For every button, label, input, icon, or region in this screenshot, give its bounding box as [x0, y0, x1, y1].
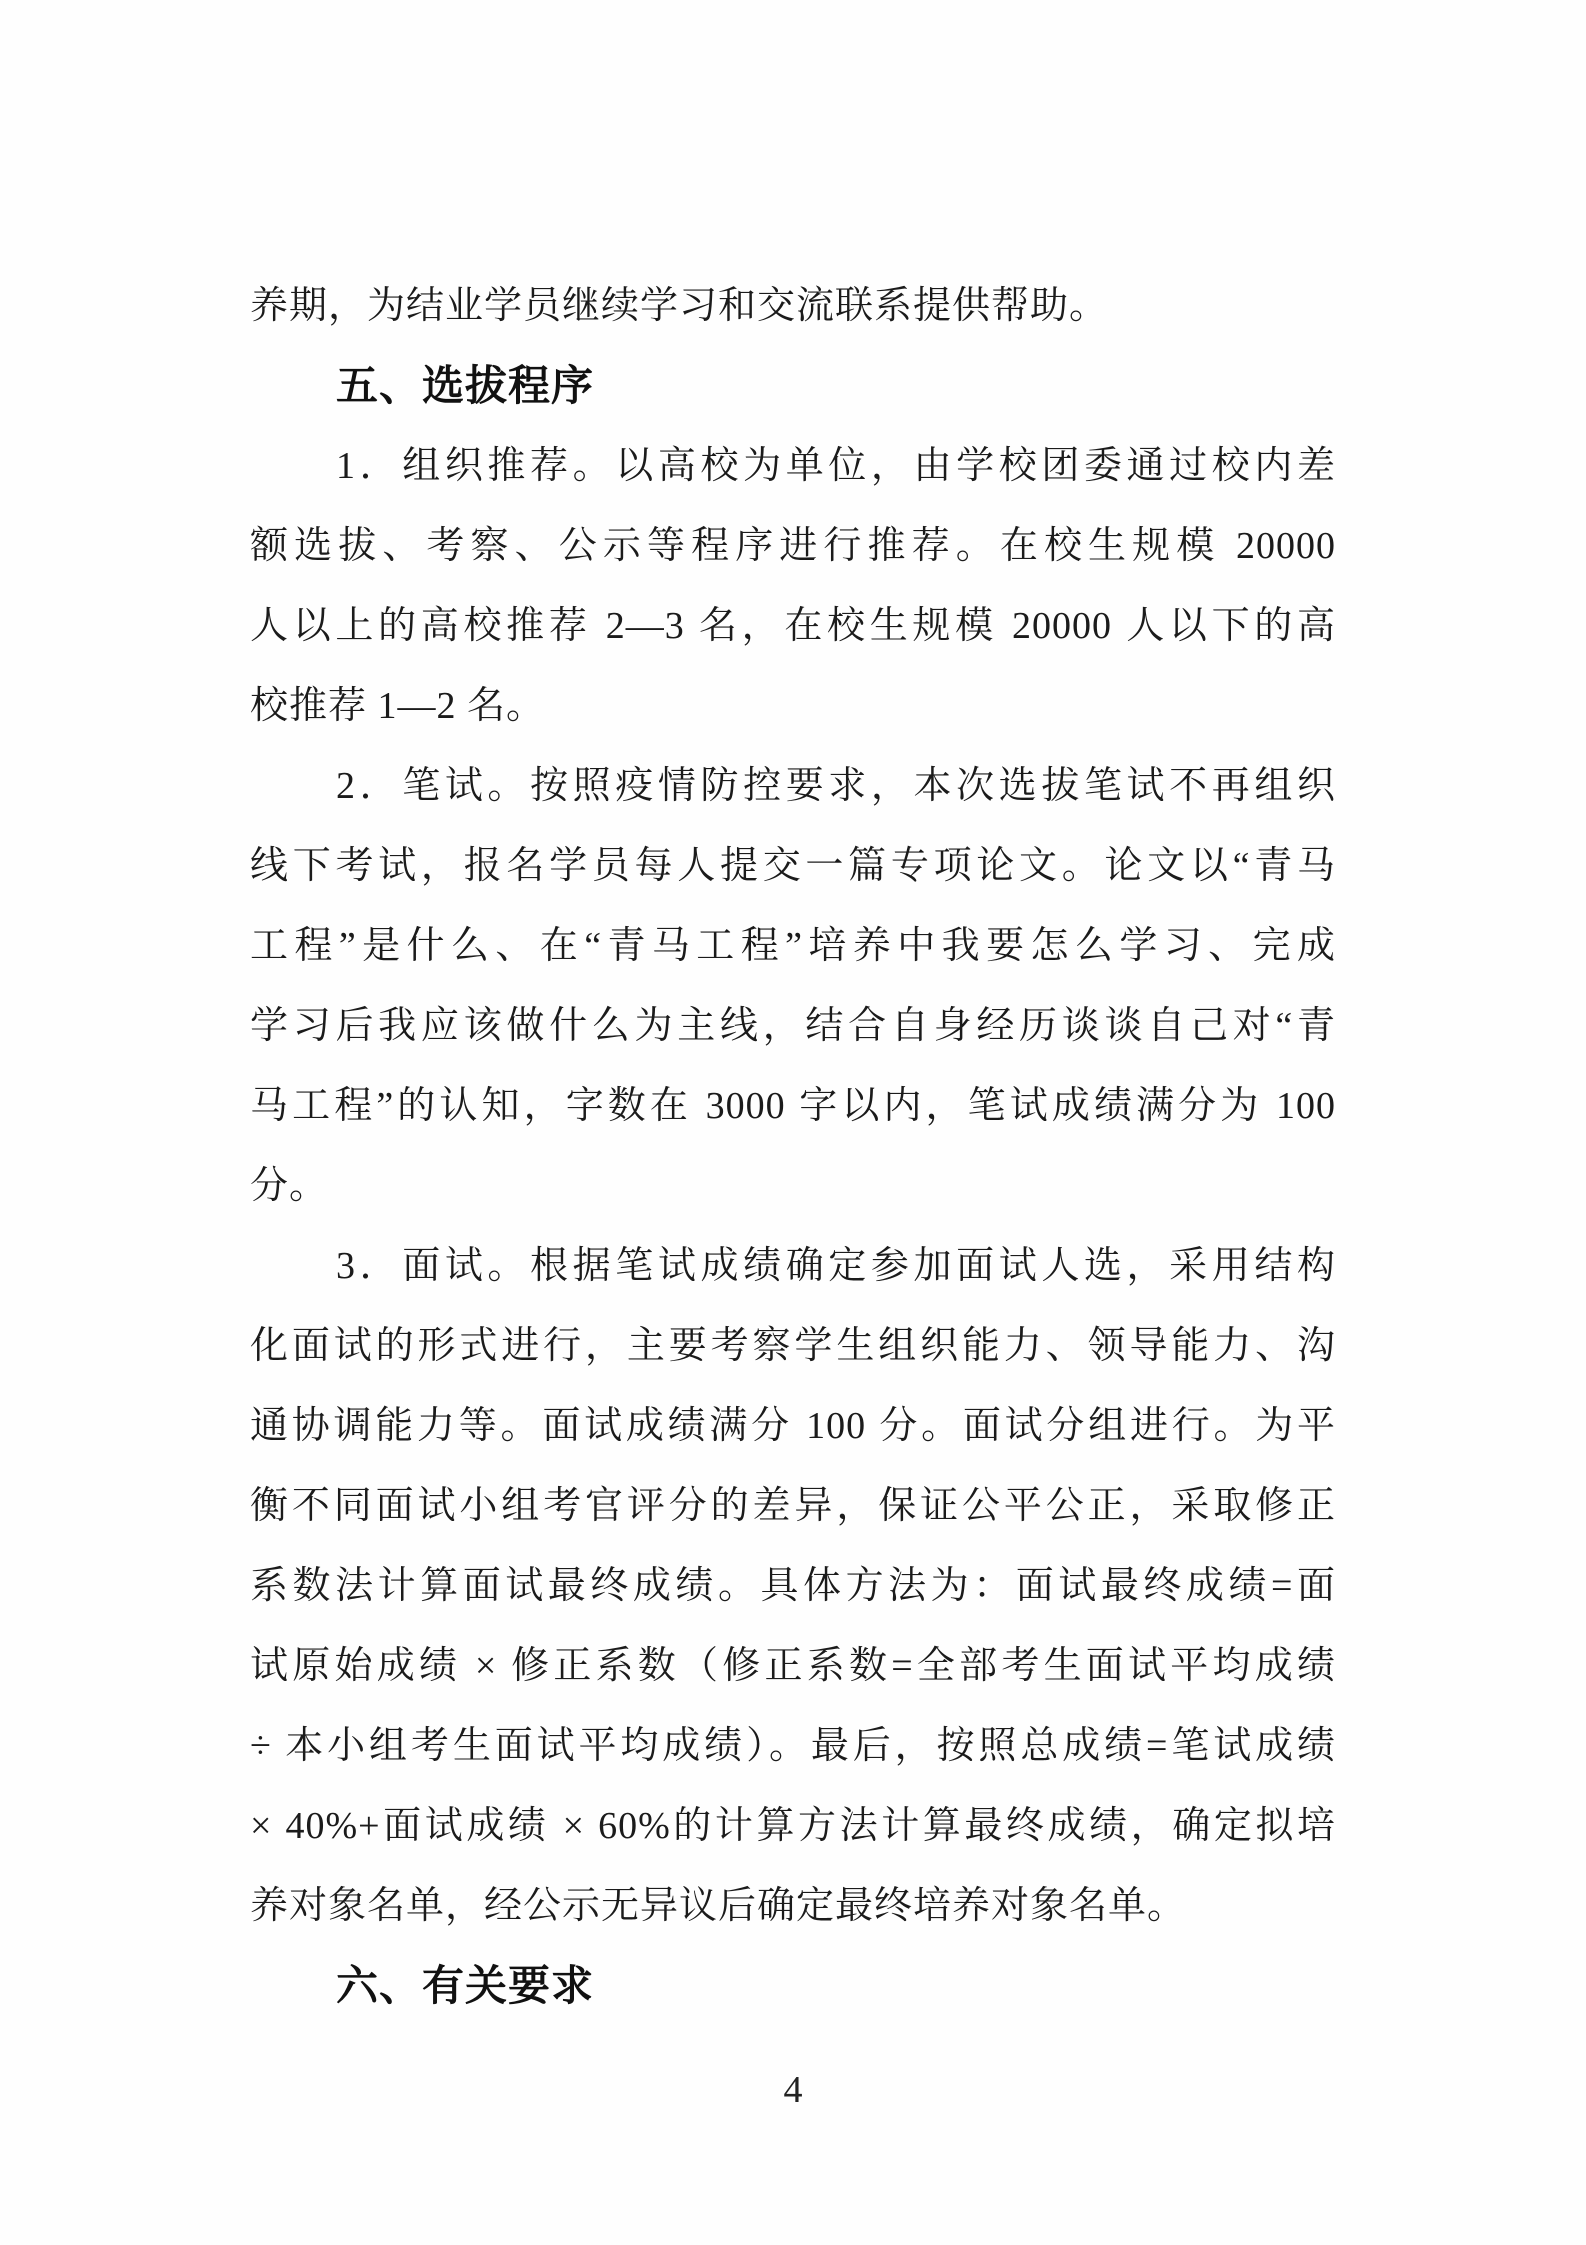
text-line: 养对象名单，经公示无异议后确定最终培养对象名单。: [250, 1885, 1187, 1927]
text-line: 系数法计算面试最终成绩。具体方法为：面试最终成绩=面: [250, 1565, 1336, 1607]
section-heading: 五、选拔程序: [336, 362, 595, 409]
text-line: 线下考试，报名学员每人提交一篇专项论文。论文以“青马: [250, 845, 1336, 887]
text-line: 通协调能力等。面试成绩满分 100 分。面试分组进行。为平: [250, 1405, 1336, 1447]
text-line: 衡不同面试小组考官评分的差异，保证公平公正，采取修正: [250, 1485, 1336, 1527]
document-body: [250, 266, 1336, 2026]
text-line: × 40%+面试成绩 × 60%的计算方法计算最终成绩，确定拟培: [250, 1805, 1336, 1847]
text-line: 人以上的高校推荐 2—3 名，在校生规模 20000 人以下的高: [250, 605, 1336, 647]
text-line: 化面试的形式进行，主要考察学生组织能力、领导能力、沟: [250, 1325, 1336, 1367]
text-line: 1．组织推荐。以高校为单位，由学校团委通过校内差: [336, 445, 1336, 487]
section-heading: 六、有关要求: [336, 1962, 595, 2009]
text-line: 马工程”的认知，字数在 3000 字以内，笔试成绩满分为 100: [250, 1085, 1336, 1127]
text-line: 试原始成绩 × 修正系数（修正系数=全部考生面试平均成绩: [250, 1645, 1336, 1687]
page-number: 4: [783, 2069, 803, 2111]
text-line: 工程”是什么、在“青马工程”培养中我要怎么学习、完成: [250, 925, 1336, 967]
text-line: 2．笔试。按照疫情防控要求，本次选拔笔试不再组织: [336, 765, 1336, 807]
text-line: 养期，为结业学员继续学习和交流联系提供帮助。: [250, 285, 1109, 327]
text-line: 分。: [250, 1165, 329, 1207]
text-line: 校推荐 1—2 名。: [250, 685, 546, 727]
text-line: 额选拔、考察、公示等程序进行推荐。在校生规模 20000: [250, 525, 1336, 567]
text-line: 3．面试。根据笔试成绩确定参加面试人选，采用结构: [336, 1245, 1336, 1287]
text-line: ÷ 本小组考生面试平均成绩）。最后，按照总成绩=笔试成绩: [250, 1725, 1336, 1767]
text-line: 学习后我应该做什么为主线，结合自身经历谈谈自己对“青: [250, 1005, 1336, 1047]
